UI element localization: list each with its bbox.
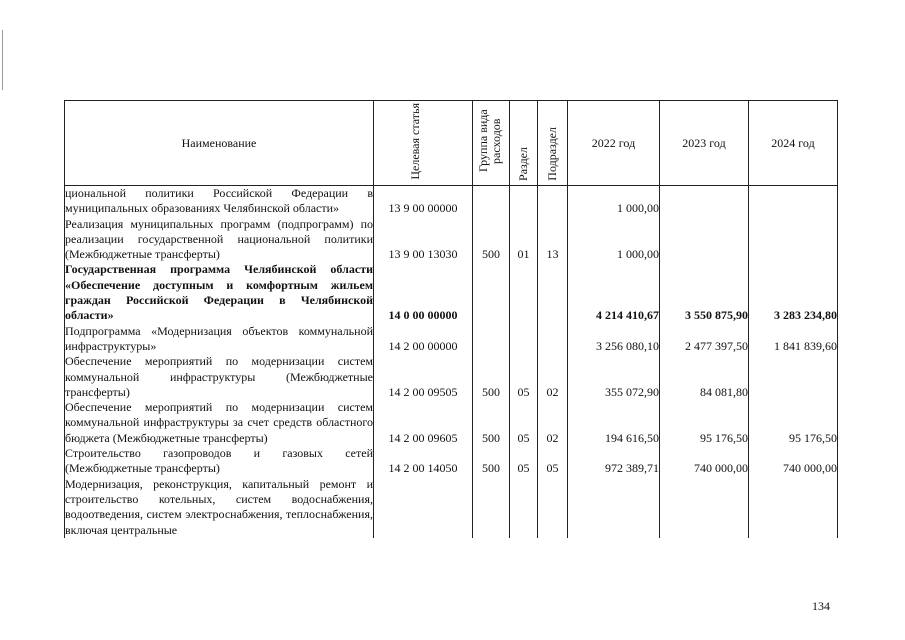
row-target-article: 14 2 00 00000 — [374, 324, 473, 355]
row-expense-group: 500 — [473, 217, 510, 263]
row-name: Реализация муниципальных программ (подпрограмм) по реализации государственной национальной политики (Межбюджетные трансферты) — [65, 216, 373, 262]
row-subsection — [538, 477, 568, 538]
row-amount-2024 — [749, 477, 838, 538]
row-amount-2023: 3 550 875,90 — [660, 262, 749, 323]
row-amount-2024: 95 176,50 — [749, 400, 838, 446]
row-expense-group: 500 — [473, 400, 510, 446]
table-header-row — [65, 101, 838, 186]
row-amount-2024 — [749, 186, 838, 217]
table-row — [65, 354, 838, 400]
header-year-2024: 2024 год — [749, 101, 838, 186]
scan-mark — [2, 30, 3, 90]
row-section — [510, 186, 538, 217]
row-name: Строительство газопроводов и газовых сетей (Межбюджетные трансферты) — [65, 446, 373, 476]
row-amount-2024: 1 841 839,60 — [749, 324, 838, 355]
header-name: Наименование — [65, 101, 374, 186]
row-expense-group — [473, 262, 510, 323]
row-amount-2023: 84 081,80 — [660, 354, 749, 400]
row-amount-2023: 740 000,00 — [660, 446, 749, 477]
row-section: 05 — [510, 446, 538, 477]
row-subsection: 02 — [538, 354, 568, 400]
row-amount-2022: 355 072,90 — [568, 354, 660, 400]
row-section: 05 — [510, 354, 538, 400]
row-section: 01 — [510, 217, 538, 263]
row-expense-group: 500 — [473, 446, 510, 477]
row-target-article: 13 9 00 13030 — [374, 217, 473, 263]
row-expense-group: 500 — [473, 354, 510, 400]
table-row — [65, 477, 838, 538]
table-row — [65, 324, 838, 355]
row-expense-group — [473, 477, 510, 538]
row-subsection — [538, 186, 568, 217]
header-target-article: Целевая статья — [374, 101, 473, 186]
row-name: Подпрограмма «Модернизация объектов коммунальной инфраструктуры» — [65, 323, 373, 353]
row-subsection — [538, 262, 568, 323]
row-amount-2024 — [749, 354, 838, 400]
header-subsection: Подраздел — [538, 101, 568, 186]
row-section — [510, 477, 538, 538]
row-section: 05 — [510, 400, 538, 446]
row-subsection: 05 — [538, 446, 568, 477]
row-amount-2022: 4 214 410,67 — [568, 262, 660, 323]
row-amount-2023: 2 477 397,50 — [660, 324, 749, 355]
row-amount-2023 — [660, 477, 749, 538]
row-amount-2023 — [660, 186, 749, 217]
row-amount-2022 — [568, 477, 660, 538]
row-name: циональной политики Российской Федерации в муниципальных образованиях Челябинской области» — [65, 186, 373, 216]
budget-table — [64, 100, 838, 538]
page-number: 134 — [812, 599, 830, 613]
row-amount-2022: 1 000,00 — [568, 186, 660, 217]
row-section — [510, 324, 538, 355]
row-subsection: 13 — [538, 217, 568, 263]
header-section: Раздел — [510, 101, 538, 186]
row-name: Модернизация, реконструкция, капитальный ремонт и строительство котельных, систем водоснабжения, водоотведения, систем электроснабжения, теплоснабжения, включая центральные — [65, 476, 373, 537]
row-target-article: 14 2 00 09605 — [374, 400, 473, 446]
row-target-article — [374, 477, 473, 538]
header-year-2022: 2022 год — [568, 101, 660, 186]
row-target-article: 14 2 00 09505 — [374, 354, 473, 400]
row-target-article: 13 9 00 00000 — [374, 186, 473, 217]
row-name: Обеспечение мероприятий по модернизации систем коммунальной инфраструктуры (Межбюджетные трансферты) — [65, 354, 373, 399]
table-row — [65, 446, 838, 477]
row-subsection: 02 — [538, 400, 568, 446]
row-expense-group — [473, 324, 510, 355]
row-amount-2024: 740 000,00 — [749, 446, 838, 477]
row-expense-group — [473, 186, 510, 217]
row-name: Государственная программа Челябинской области «Обеспечение доступным и комфортным жильем граждан Российской Федерации в Челябинской области» — [65, 262, 373, 323]
row-section — [510, 262, 538, 323]
row-name: Обеспечение мероприятий по модернизации систем коммунальной инфраструктуры за счет средств областного бюджета (Межбюджетные трансферты) — [65, 400, 373, 445]
table-row — [65, 400, 838, 446]
row-amount-2023: 95 176,50 — [660, 400, 749, 446]
row-amount-2024 — [749, 217, 838, 263]
header-year-2023: 2023 год — [660, 101, 749, 186]
header-expense-group: Группа вида расходов — [473, 101, 510, 186]
table-row — [65, 217, 838, 263]
table-row — [65, 262, 838, 323]
row-target-article: 14 2 00 14050 — [374, 446, 473, 477]
row-amount-2022: 194 616,50 — [568, 400, 660, 446]
row-target-article: 14 0 00 00000 — [374, 262, 473, 323]
row-amount-2023 — [660, 217, 749, 263]
row-amount-2022: 972 389,71 — [568, 446, 660, 477]
row-subsection — [538, 324, 568, 355]
table-row — [65, 186, 838, 217]
row-amount-2022: 1 000,00 — [568, 217, 660, 263]
row-amount-2022: 3 256 080,10 — [568, 324, 660, 355]
row-amount-2024: 3 283 234,80 — [749, 262, 838, 323]
